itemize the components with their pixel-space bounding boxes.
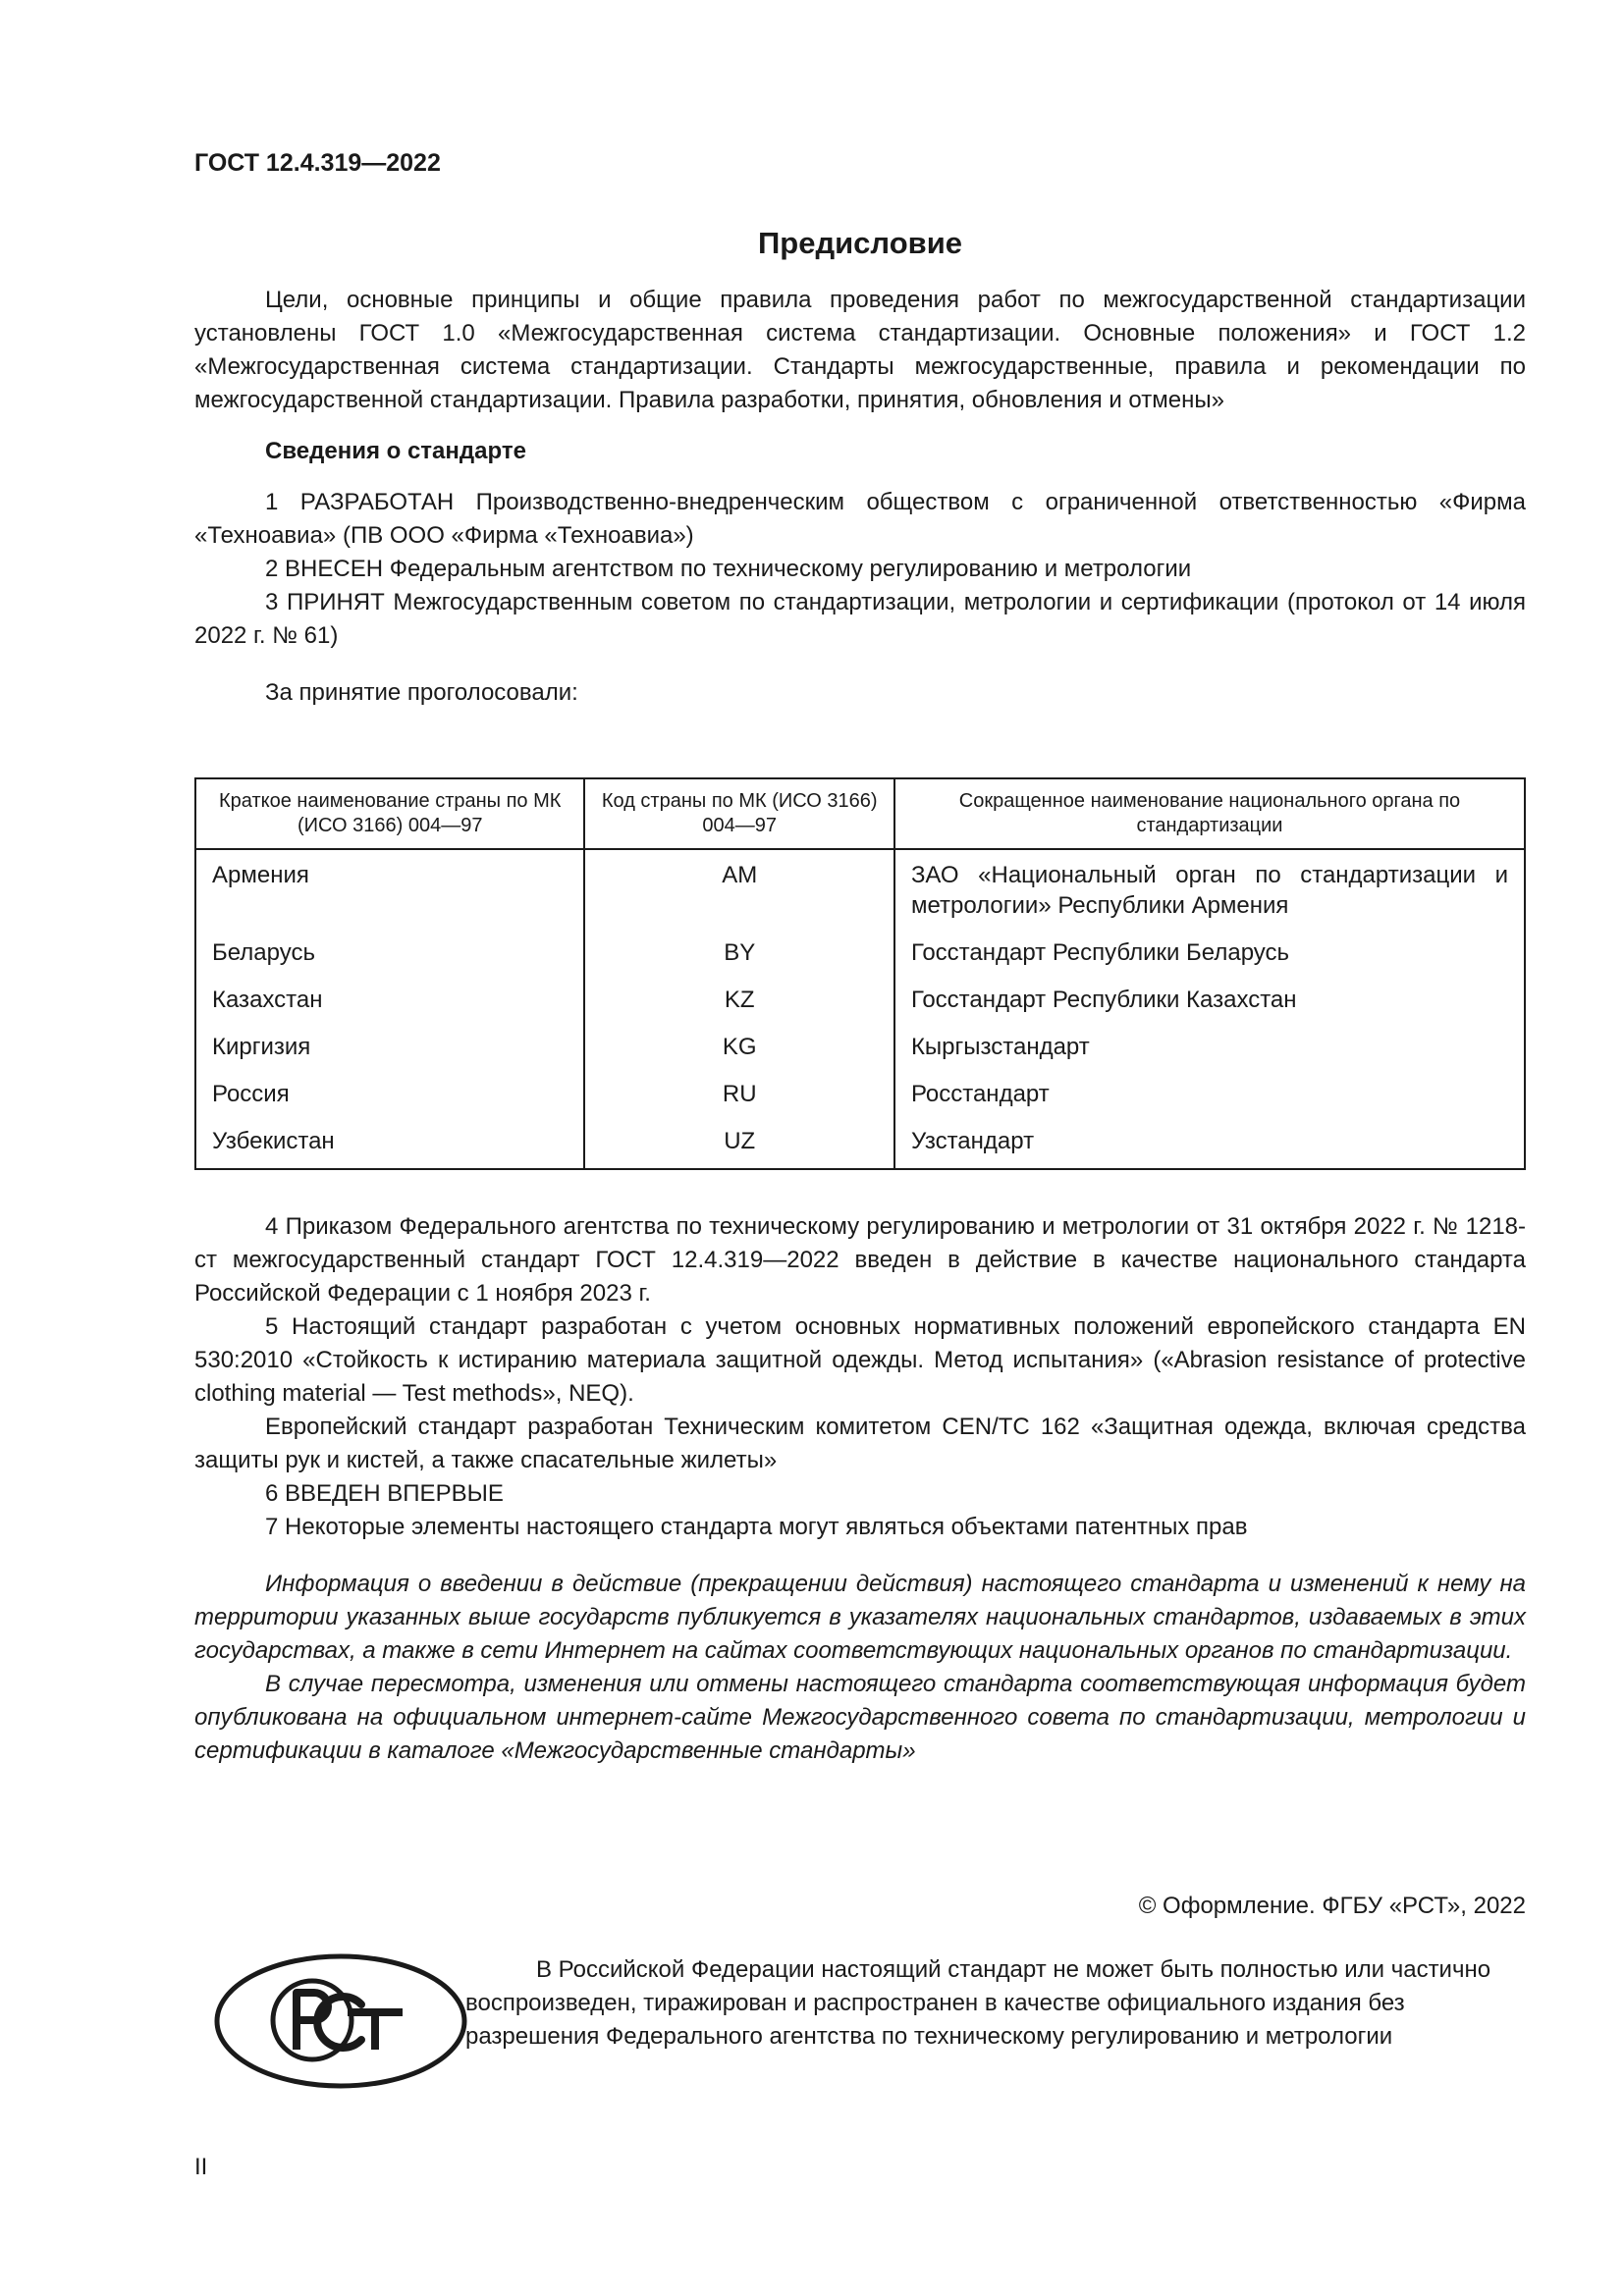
info-item-2: 2 ВНЕСЕН Федеральным агентством по техническому регулированию и метрологии	[265, 556, 1192, 582]
info-publication-notice: Информация о введении в действие (прекращении действия) настоящего стандарта и изменений к нему на территории указанных выше государств публикуется в указателях национальных стандартов, издаваемых в этих государствах, а также в сети Интернет на сайтах соответствующих национальных органов по стандартизации.	[194, 1571, 1526, 1664]
table-row	[195, 930, 1525, 977]
country-code: RU	[584, 1071, 893, 1118]
foreword-title: Предисловие	[757, 226, 962, 260]
country-code: KZ	[584, 977, 893, 1024]
standard-details	[194, 1210, 1526, 1544]
national-body: Госстандарт Республики Казахстан	[894, 977, 1525, 1024]
country-name: Беларусь	[212, 939, 315, 966]
table-row	[195, 1118, 1525, 1169]
national-body: Росстандарт	[894, 1071, 1525, 1118]
country-name: Киргизия	[212, 1034, 311, 1060]
copyright-line: © Оформление. ФГБУ «РСТ», 2022	[1138, 1893, 1526, 1919]
publication-notices	[194, 1568, 1526, 1768]
document-code: ГОСТ 12.4.319—2022	[194, 149, 441, 177]
info-item-1: 1 РАЗРАБОТАН Производственно-внедренческим обществом с ограниченной ответственностью «Фирма «Техноавиа» (ПВ ООО «Фирма «Техноавиа»)	[194, 489, 1526, 549]
national-body: Кыргызстандарт	[894, 1024, 1525, 1071]
revision-notice: В случае пересмотра, изменения или отмены настоящего стандарта соответствующая информация будет опубликована на официальном интернет-сайте Межгосударственного совета по стандартизации, метрологии и сертификации в каталоге «Межгосударственные стандарты»	[194, 1671, 1526, 1764]
table-row	[195, 1071, 1525, 1118]
table-row	[195, 977, 1525, 1024]
table-row	[195, 1024, 1525, 1071]
standard-info-heading: Сведения о стандарте	[265, 438, 526, 464]
country-code: UZ	[584, 1118, 893, 1169]
vote-intro: За принятие проголосовали:	[265, 679, 578, 706]
national-body: ЗАО «Национальный орган по стандартизации и метрологии» Республики Армения	[894, 849, 1525, 930]
document-page	[194, 0, 1526, 2296]
info-item-3: 3 ПРИНЯТ Межгосударственным советом по стандартизации, метрологии и сертификации (протокол от 14 июля 2022 г. № 61)	[194, 589, 1526, 649]
country-name: Армения	[212, 862, 309, 888]
vote-table	[194, 777, 1526, 1170]
header-country-name: Краткое наименование страны по МК (ИСО 3166) 004—97	[195, 778, 584, 849]
country-name: Узбекистан	[212, 1128, 335, 1154]
vote-table-header-row	[195, 778, 1525, 849]
detail-item-5: 5 Настоящий стандарт разработан с учетом основных нормативных положений европейского стандарта EN 530:2010 «Стойкость к истиранию материала защитной одежды. Метод испытания» («Abrasion resistance of protective clothing material — Test methods», NEQ).	[194, 1313, 1526, 1407]
national-body: Узстандарт	[894, 1118, 1525, 1169]
national-body: Госстандарт Республики Беларусь	[894, 930, 1525, 977]
header-national-body: Сокращенное наименование национального органа по стандартизации	[894, 778, 1525, 849]
rst-logo-icon	[212, 1949, 469, 2093]
country-code: AM	[584, 849, 893, 930]
detail-item-6: 6 ВВЕДЕН ВПЕРВЫЕ	[265, 1480, 504, 1507]
table-row	[195, 849, 1525, 930]
page-number: II	[194, 2154, 208, 2180]
country-name: Россия	[212, 1081, 290, 1107]
detail-item-7: 7 Некоторые элементы настоящего стандарта могут являться объектами патентных прав	[265, 1514, 1248, 1540]
reproduction-rights-notice: В Российской Федерации настоящий стандарт не может быть полностью или частично воспроизведен, тиражирован и распространен в качестве официального издания без разрешения Федерального агентства по техническому регулированию и метрологии	[465, 1956, 1491, 2050]
country-code: KG	[584, 1024, 893, 1071]
country-name: Казахстан	[212, 987, 323, 1013]
detail-item-4: 4 Приказом Федерального агентства по техническому регулированию и метрологии от 31 октября 2022 г. № 1218-ст межгосударственный стандарт ГОСТ 12.4.319—2022 введен в действие в качестве национального стандарта Российской Федерации с 1 ноября 2023 г.	[194, 1213, 1526, 1307]
header-country-code: Код страны по МК (ИСО 3166) 004—97	[584, 778, 893, 849]
foreword-body	[194, 284, 1526, 710]
detail-item-5-note: Европейский стандарт разработан Техническим комитетом CEN/TC 162 «Защитная одежда, включая средства защиты рук и кистей, а также спасательные жилеты»	[194, 1414, 1526, 1473]
country-code: BY	[584, 930, 893, 977]
foreword-intro: Цели, основные принципы и общие правила проведения работ по межгосударственной стандартизации установлены ГОСТ 1.0 «Межгосударственная система стандартизации. Основные положения» и ГОСТ 1.2 «Межгосударственная система стандартизации. Стандарты межгосударственные, правила и рекомендации по межгосударственной стандартизации. Правила разработки, принятия, обновления и отмены»	[194, 287, 1526, 413]
